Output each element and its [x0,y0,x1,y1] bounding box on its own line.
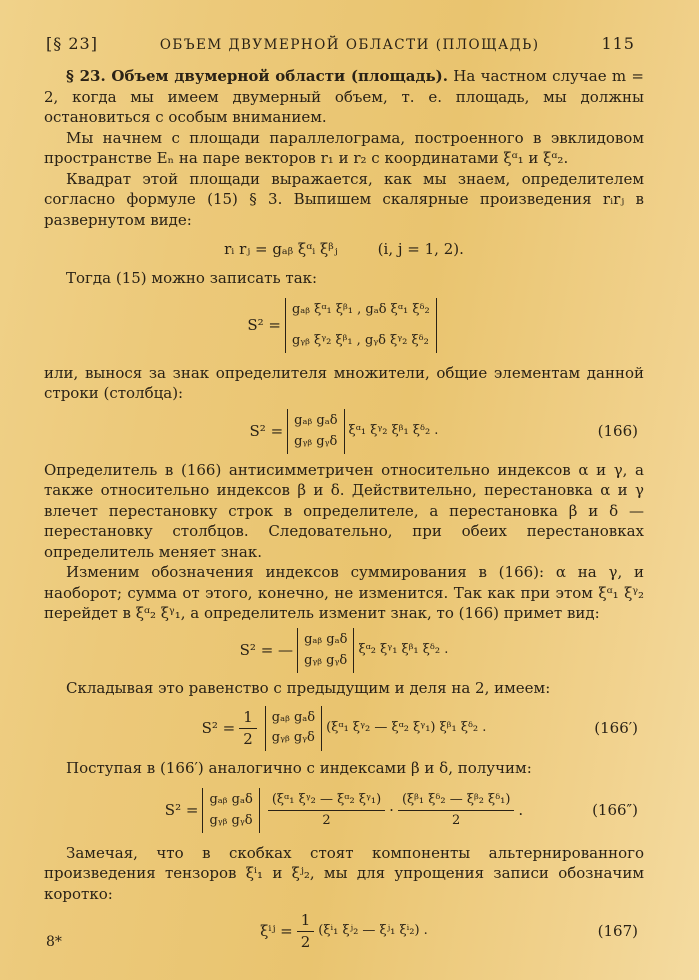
equation-number-166-double-prime: (166″) [592,801,638,820]
formula-166-row2: gᵧᵦ gᵧδ [294,433,338,449]
formula-166-double-prime-row2: gᵧᵦ gᵧδ [209,812,253,828]
paragraph-then: Тогда (15) можно записать так: [66,269,318,287]
paragraph-intro [44,66,644,128]
paragraph-parallelogram: Мы начнем с площади параллелограма, построенного в эвклидовом пространстве Eₙ на паре векторов r₁ и r₂ с координатами ξᵅ₁ и ξᵅ₂. [44,128,644,167]
paragraph-notation: Замечая, что в скобках стоят компоненты альтернированного произведения тензоров ξⁱ₁ и ξʲ₂, мы для упрощения записи обозначим коротко: [44,843,644,903]
formula-166-tail: ξᵅ₁ ξᵞ₂ ξᵝ₁ ξᵟ₂ . [348,423,439,439]
section-heading: § 23. Объем двумерной области (площадь). [66,67,448,85]
formula-166-prime-row2: gᵧᵦ gᵧδ [271,730,315,745]
formula-166-determinant [287,409,344,454]
formula-166-prime [44,700,644,756]
formula-166-double-prime-determinant [202,788,259,833]
formula-167-fraction [297,910,315,952]
formula-166-double-prime-row1: gₐᵦ gₐδ [209,792,253,807]
paragraph-square-area: Квадрат этой площади выражается, как мы знаем, определителем согласно формуле (15) § 3. Выпишем скалярные произведения rᵢrⱼ в развернутом виде: [44,169,644,229]
paragraph-intro-text: На частном случае m = 2, когда мы имеем двумерный объем, т. е. площадь, мы должны остановиться с особым вниманием. [44,67,644,126]
paragraph-analogous: Поступая в (166′) аналогично с индексами β и δ, получим: [66,759,532,777]
formula-166-prime-determinant [265,706,322,751]
paragraph-antisymmetric: Определитель в (166) антисимметричен относительно индексов α и γ, а также относительно индексов β и δ. Действительно, перестановка α и γ влечет перестановку строк в определителе, а перестановка β и δ — перестановку столбцов. Следовательно, при обеих перестановках определитель меняет знак. [44,460,644,561]
formula-166-double-prime-fraction-1 [268,790,385,832]
formula-166-prime-fraction [239,707,257,749]
formula-scalar-product [44,232,644,266]
formula-15 [44,291,644,361]
formula-166-swapped [44,626,644,676]
formula-167-tail: (ξⁱ₁ ξʲ₂ — ξʲ₁ ξⁱ₂) . [318,922,428,938]
formula-15-row1: gₐᵦ ξᵅ₁ ξᵝ₁ , gₐδ ξᵅ₁ ξᵟ₂ [291,302,430,317]
formula-167-lhs: ξⁱʲ = [260,921,293,940]
formula-166-prime-row1: gₐᵦ gₐδ [271,709,316,725]
paragraph-rename-indices: Изменим обозначения индексов суммирования в (166): α на γ, и наоборот; сумма от этого, конечно, не изменится. Так как при этом ξᵅ₁ ξᵞ₂ перейдет в ξᵅ₂ ξᵞ₁, а определитель изменит знак, то (166) примет вид: [44,563,644,622]
multiplication-dot: · [389,801,394,820]
running-header [46,34,635,53]
formula-166-row1: gₐᵦ gₐδ [294,413,338,428]
formula-167-numerator: 1 [297,910,315,932]
fraction-2-denominator: 2 [452,813,461,828]
formula-166 [44,406,644,458]
formula-166-lhs: S² = [249,422,284,441]
formula-15-lhs: S² = [247,316,281,335]
formula-166-double-prime-lhs: S² = [164,801,199,820]
formula-166-swapped-row2: gᵧᵦ gᵧδ [304,652,348,668]
fraction-denominator: 2 [243,729,253,748]
paragraph-adding: Складывая это равенство с предыдущим и деля на 2, имеем: [66,678,551,697]
page-body [44,66,644,958]
formula-166-swapped-determinant [297,628,354,673]
formula-scalar-product-cond: (i, j = 1, 2). [377,239,464,258]
equation-number-166: (166) [597,422,638,441]
header-page-number: 115 [601,34,635,53]
formula-15-determinant [285,298,437,353]
formula-167-denominator: 2 [300,932,311,951]
equation-number-166-prime: (166′) [594,718,638,737]
formula-166-swapped-tail: ξᵅ₂ ξᵞ₁ ξᵝ₁ ξᵟ₂ . [358,642,449,658]
equation-number-167: (167) [597,921,638,940]
formula-167 [44,906,644,956]
signature-mark: 8* [46,934,62,950]
fraction-1-denominator: 2 [322,813,331,828]
header-section: [§ 23] [46,34,98,53]
formula-166-prime-tail: (ξᵅ₁ ξᵞ₂ — ξᵅ₂ ξᵞ₁) ξᵝ₁ ξᵟ₂ . [326,719,487,735]
formula-166-swapped-lhs: S² = — [239,641,294,660]
formula-166-double-prime [44,781,644,841]
paragraph-factor-out: или, вынося за знак определителя множители, общие элементам данной строки (столбца): [44,363,644,402]
formula-166-prime-lhs: S² = [201,718,236,737]
formula-15-row2: gᵧᵦ ξᵞ₂ ξᵝ₁ , gᵧδ ξᵞ₂ ξᵟ₂ [291,332,429,348]
fraction-numerator: 1 [239,707,257,729]
formula-166-swapped-row1: gₐᵦ gₐδ [304,632,348,647]
formula-period: . [518,801,524,820]
fraction-2-numerator: (ξᵝ₁ ξᵟ₂ — ξᵝ₂ ξᵟ₁) [398,790,514,812]
header-title: ОБЪЕМ ДВУМЕРНОЙ ОБЛАСТИ (ПЛОЩАДЬ) [159,37,540,53]
fraction-1-numerator: (ξᵅ₁ ξᵞ₂ — ξᵅ₂ ξᵞ₁) [268,790,385,812]
formula-scalar-product-expr: rᵢ rⱼ = gₐᵦ ξᵅᵢ ξᵝⱼ [224,239,338,258]
formula-166-double-prime-fraction-2 [398,790,514,832]
